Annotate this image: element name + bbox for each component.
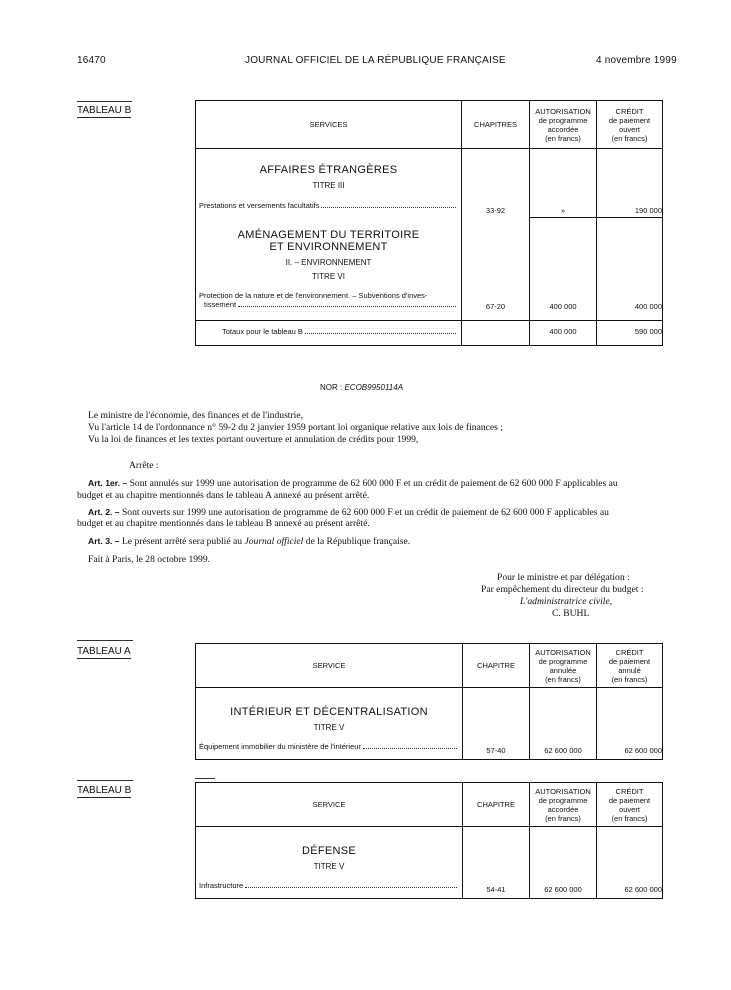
journal-title: JOURNAL OFFICIEL DE LA RÉPUBLIQUE FRANÇAISE: [245, 55, 506, 66]
section-interieur: [196, 688, 463, 760]
chapitre-cell: 57-40: [463, 688, 530, 760]
totals-chapitre-cell: [462, 321, 530, 346]
totals-row: [196, 321, 462, 346]
article-1-cont: budget et au chapitre mentionnés dans le tableau A annexé au présent arrêté.: [77, 490, 370, 501]
table-row-label: Équipement immobilier du ministère de l'intérieur: [196, 742, 462, 751]
section-affaires-etrangeres: [196, 149, 462, 218]
table3: [195, 782, 663, 899]
section-subtitle: TITRE V: [313, 862, 345, 871]
credit-cell: 190 000: [597, 149, 663, 218]
label-rule: [77, 640, 133, 641]
col-services-header: SERVICES: [196, 101, 462, 149]
signature-line-3: L'administratrice civile,: [520, 596, 613, 607]
section-subtitle: TITRE III: [312, 181, 345, 190]
label-rule: [77, 101, 132, 102]
col-credit-header: CRÉDIT de paiement ouvert (en francs): [597, 783, 663, 827]
col-chapitres-header: CHAPITRES: [462, 101, 530, 149]
section-title: AFFAIRES ÉTRANGÈRES: [259, 164, 398, 176]
page-number: 16470: [77, 55, 106, 66]
section-defense: [196, 827, 463, 899]
table-row-label-2: tissement: [196, 300, 461, 309]
table-row-label: Infrastructure: [196, 881, 462, 890]
article-2: Art. 2. – Sont ouverts sur 1999 une autorisation de programme de 62 600 000 F et un crédit de paiement de 62 600 000 F applicables au: [88, 507, 609, 518]
col-credit-header: CRÉDIT de paiement ouvert (en francs): [597, 101, 663, 149]
table3-label: TABLEAU B: [77, 785, 132, 796]
table2-label: TABLEAU A: [77, 646, 131, 657]
table-row-label: Prestations et versements facultatifs: [196, 201, 461, 210]
col-credit-header: CRÉDIT de paiement annulé (en francs): [597, 644, 663, 688]
autorisation-cell: »: [530, 149, 597, 218]
vu-line-1: Vu l'article 14 de l'ordonnance n° 59-2 du 2 janvier 1959 portant loi organique relative aux lois de finances ;: [88, 422, 503, 433]
autorisation-cell: 62 600 000: [530, 827, 597, 899]
vu-line-2: Vu la loi de finances et les textes portant ouverture et annulation de crédits pour 1999,: [88, 434, 419, 445]
article-3: Art. 3. – Le présent arrêté sera publié au Journal officiel de la République française.: [88, 536, 411, 547]
minister-line: Le ministre de l'économie, des finances et de l'industrie,: [88, 410, 303, 421]
col-autorisation-header: AUTORISATION de programme annulée (en francs): [530, 644, 597, 688]
autorisation-cell: 62 600 000: [530, 688, 597, 760]
table1: [195, 100, 663, 346]
section-amenagement: [196, 218, 462, 321]
nor-reference: NOR : ECOB9950114A: [320, 383, 404, 392]
col-service-header: SERVICE: [196, 644, 463, 688]
label-rule: [77, 780, 133, 781]
chapitre-cell: 67-20: [462, 218, 530, 321]
col-chapitre-header: CHAPITRE: [463, 644, 530, 688]
col-service-header: SERVICE: [196, 783, 463, 827]
table2: [195, 643, 663, 760]
fait-a-paris: Fait à Paris, le 28 octobre 1999.: [88, 554, 211, 565]
col-autorisation-header: AUTORISATION de programme accordée (en francs): [530, 783, 597, 827]
signature-line-2: Par empêchement du directeur du budget :: [481, 584, 644, 595]
section-title: AMÉNAGEMENT DU TERRITOIRE: [237, 228, 420, 241]
autorisation-cell: 400 000: [530, 218, 597, 321]
totals-credit: 590 000: [597, 321, 663, 346]
section-subtitle: II. – ENVIRONNEMENT: [285, 257, 372, 267]
credit-cell: 400 000: [597, 218, 663, 321]
section-title: INTÉRIEUR ET DÉCENTRALISATION: [230, 706, 428, 718]
article-2-cont: budget et au chapitre mentionnés dans le tableau B annexé au présent arrêté.: [77, 518, 370, 529]
col-autorisation-header: AUTORISATION de programme accordée (en francs): [530, 101, 597, 149]
issue-date: 4 novembre 1999: [596, 55, 677, 66]
credit-cell: 62 600 000: [597, 827, 663, 899]
totals-autorisation: 400 000: [530, 321, 597, 346]
signature-name: C. BUHL: [552, 608, 590, 619]
chapitre-cell: 33-92: [462, 149, 530, 218]
totals-label: Totaux pour le tableau B: [222, 327, 303, 336]
section-title-line2: ET ENVIRONNEMENT: [269, 240, 388, 253]
table1-label: TABLEAU B: [77, 105, 132, 116]
col-chapitre-header: CHAPITRE: [463, 783, 530, 827]
signature-line-1: Pour le ministre et par délégation :: [497, 572, 630, 583]
credit-cell: 62 600 000: [597, 688, 663, 760]
arrete: Arrête :: [129, 460, 159, 471]
section-title: DÉFENSE: [301, 845, 357, 857]
chapitre-cell: 54-41: [463, 827, 530, 899]
section-subtitle: TITRE V: [313, 723, 345, 732]
section-subtitle-2: TITRE VI: [312, 271, 345, 281]
label-rule-2: [195, 778, 215, 779]
table-row-label: Protection de la nature et de l'environnement. – Subventions d'inves-: [199, 290, 428, 300]
article-1: Art. 1er. – Sont annulés sur 1999 une autorisation de programme de 62 600 000 F et un crédit de paiement de 62 600 000 F applicables au: [88, 478, 618, 489]
